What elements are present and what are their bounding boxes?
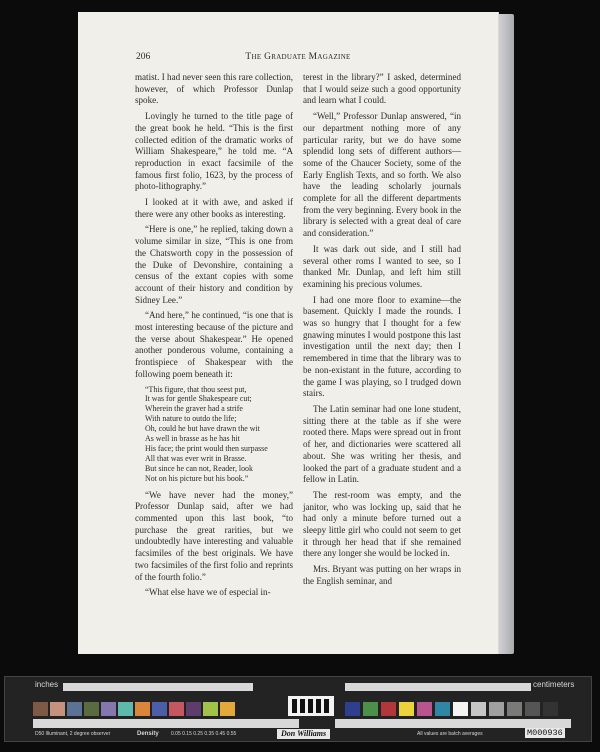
poem-line: As well in brasse as he has hit [145, 434, 240, 444]
target-code: M000936 [527, 728, 563, 738]
inches-label: inches [35, 680, 59, 689]
right-paragraph-7: Mrs. Bryant was putting on her wraps in the English seminar, and [303, 564, 461, 586]
poem-line: With nature to outdo the life; [145, 414, 237, 424]
color-patch [84, 702, 99, 716]
poem-line: But since he can not, Reader, look [145, 463, 253, 473]
color-patch [381, 702, 396, 716]
right-paragraph-4: I had one more floor to examine—the basement. Quickly I made the rounds. I was so hungry that I thought for a few gnawing minutes I would postpone this last investigation until the next day; then I remembered in time that the library was to be non-existant in the future, according to the game I was playing, so I trudged down stairs. [303, 294, 461, 399]
inches-ruler [63, 683, 253, 691]
color-patch [525, 702, 540, 716]
color-patch [169, 702, 184, 716]
left-column [135, 72, 293, 603]
density-label: Density [137, 731, 159, 737]
values-strip-left [33, 719, 299, 728]
left-paragraph-3: I looked at it with awe, and asked if there were any other books as interesting. [135, 197, 293, 219]
left-paragraph-6: “We have never had the money,” Professor Dunlap said, after we had commented upon this last book, “to purchase the great rarities, but we undoubtedly have interesting and valuable facsimiles of the best originals. We have two facsimiles of the first folio and reprints of the fourth folio.” [135, 489, 293, 582]
poem-line: Not on his picture but his book.” [145, 473, 249, 483]
running-head [136, 52, 460, 66]
color-patch [489, 702, 504, 716]
poem-line: All that was ever writ in Brasse. [145, 453, 247, 463]
right-paragraph-2: “Well,” Professor Dunlap answered, “in our department nothing more of any particular rarity, but we do have some splendid long sets of different authors—some of the Chaucer Society, some of the Early English Texts, and so forth. We also have the leading scholarly journals complete for all the different departments from the very beginning. Every book in the library is selected with a great deal of care and consideration.” [303, 111, 461, 239]
color-patch [186, 702, 201, 716]
color-patch [363, 702, 378, 716]
color-patch [507, 702, 522, 716]
left-paragraph-4: “Here is one,” he replied, taking down a volume similar in size, “This is one from the Chatsworth copy in the possession of the Duke of Devonshire, containing a census of the extant copies with some account of their history and condition by Sidney Lee.” [135, 224, 293, 305]
left-paragraph-1: matist. I had never seen this rare collection, however, of which Professor Dunlap spoke. [135, 72, 293, 106]
left-paragraph-5: “And here,” he continued, “is one that is most interesting because of the picture and the verse about Shakespear.” He opened another ponderous volume, containing a frontispiece of Shakespear with the following poem beneath it: [135, 310, 293, 379]
registration-gauge [288, 696, 334, 716]
brand-logo: Don Williams [277, 729, 330, 739]
color-calibration-target [4, 676, 592, 742]
left-paragraph-2: Lovingly he turned to the title page of the great book he held. “This is the first collected edition of the dramatic works of William Shakespeare,” he told me. “A reproduction in exact facsimile of the famous first folio, 1623, by the process of photo-lithography.” [135, 111, 293, 192]
book-page [78, 12, 498, 654]
color-patch [543, 702, 558, 716]
right-paragraph-6: The rest-room was empty, and the janitor, who was locking up, said that he had only a minute before turned out a sleepy little girl who could not seem to get it through her head that if she remained there any longer she would be locked in. [303, 489, 461, 559]
color-patch [399, 702, 414, 716]
centimeters-label: centimeters [533, 680, 575, 689]
color-patch [50, 702, 65, 716]
color-patch [33, 702, 48, 716]
right-paragraph-5: The Latin seminar had one lone student, sitting there at the table as if she were rooted there. Maps were spread out in front of her, and dictionaries were scattered all about. She was writing her thesis, and looked the part of a graduate student and a fellow in Latin. [303, 403, 461, 485]
centimeters-ruler [345, 683, 531, 691]
illuminant-note: D50 Illuminant, 2 degree observer [35, 731, 111, 737]
journal-title: The Graduate Magazine [245, 52, 351, 62]
right-paragraph-1: terest in the library?” I asked, determined that I would seize such a good opportunity and learn what I could. [303, 72, 461, 106]
color-patch [67, 702, 82, 716]
color-patch [101, 702, 116, 716]
density-values: 0.05 0.15 0.25 0.35 0.45 0.55 [171, 731, 237, 737]
shakespeare-poem [145, 385, 293, 484]
color-patch [345, 702, 360, 716]
page-number: 206 [136, 52, 151, 62]
poem-line: His face; the print would then surpasse [145, 444, 268, 454]
right-column [303, 72, 461, 592]
right-paragraph-3: It was dark out side, and I still had several other roms I wanted to see, so I thanked Mr. Dunlap, and left him still examining his precious volumes. [303, 243, 461, 289]
poem-line: Wherein the graver had a strife [145, 404, 243, 414]
batch-note: All values are batch averages [417, 731, 483, 737]
left-paragraph-7: “What else have we of especial in- [145, 587, 271, 598]
color-patch [152, 702, 167, 716]
color-patch [118, 702, 133, 716]
values-strip-right [335, 719, 571, 728]
color-patch [435, 702, 450, 716]
color-patch [203, 702, 218, 716]
color-patch [471, 702, 486, 716]
poem-line: “This figure, that thou seest put, [145, 384, 247, 394]
color-patch [453, 702, 468, 716]
color-patch [135, 702, 150, 716]
color-patch [220, 702, 235, 716]
poem-line: Oh, could he but have drawn the wit [145, 424, 260, 434]
poem-line: It was for gentle Shakespeare cut; [145, 394, 252, 404]
color-patch [417, 702, 432, 716]
